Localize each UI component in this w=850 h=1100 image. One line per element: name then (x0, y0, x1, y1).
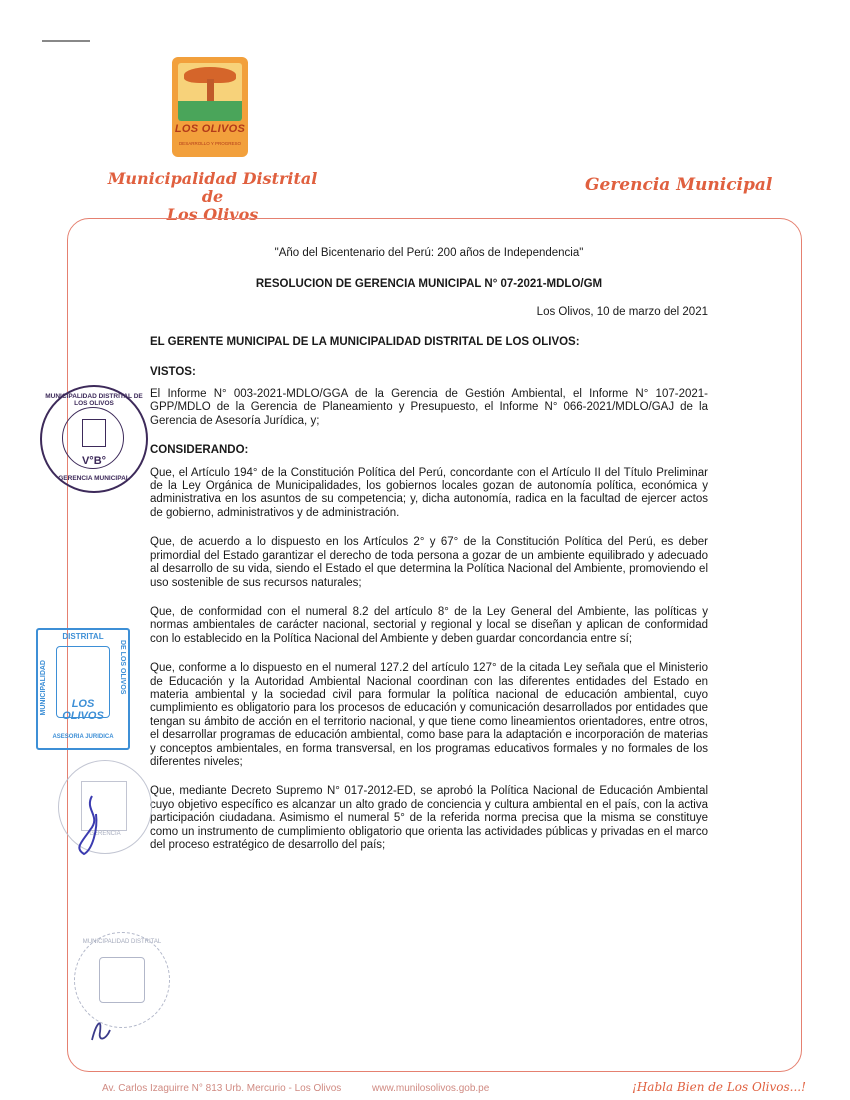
year-motto: "Año del Bicentenario del Perú: 200 años de Independencia" (274, 247, 584, 259)
considerando-paragraph: Que, el Artículo 194° de la Constitución Política del Perú, concordante con el Artículo II del Título Preliminar de la Ley Orgánica de Municipalidades, los gobiernos locales gozan de autonomía política, económica y administrativa en los asuntos de su competencia; y, dicha autonomía, radica en la facultad de ejercer actos de gobierno, administrativos y de administración. (150, 466, 708, 519)
seal-vb-mark: V°B° (81, 455, 107, 467)
stamp-right-text: DE LOS OLIVOS (119, 640, 126, 695)
vistos-heading: VISTOS: (150, 365, 196, 378)
seal-emblem (82, 419, 106, 447)
faded-seal-2-emblem (99, 957, 145, 1003)
seal-top-text: MUNICIPALIDAD DISTRITAL DE LOS OLIVOS (45, 393, 143, 407)
logo-slogan: DESARROLLO Y PROGRESO (178, 141, 242, 146)
asesoria-juridica-stamp (36, 628, 130, 750)
considerando-paragraph: Que, mediante Decreto Supremo N° 017-2012-ED, se aprobó la Política Nacional de Educación Ambiental cuyo objetivo específico es alcanzar un alto grado de conciencia y cultura ambiental en el país, con la activa participación ciudadana. Asimismo el numeral 5° de la referida norma precisa que la misma se constituye como un instrumento de cumplimiento obligatorio que orienta las actividades públicas y privadas en el marco del proceso estratégico de desarrollo del país; (150, 785, 708, 851)
document-body (150, 247, 708, 868)
stamp-bottom-text: ASESORIA JURIDICA (52, 734, 114, 740)
footer-website[interactable]: www.munilosolivos.gob.pe (372, 1083, 490, 1094)
office-name: Gerencia Municipal (585, 175, 773, 195)
municipality-logo (172, 57, 248, 157)
logo-name: LOS OLIVOS (174, 123, 246, 135)
considerando-paragraph: Que, de conformidad con el numeral 8.2 del artículo 8° de la Ley General del Ambiente, las políticas y normas ambientales de carácter nacional, sectorial y regional y local se diseñan y aplican de conformidad con lo establecido en la Política Nacional del Ambiente y deben guardar concordancia entre sí; (150, 605, 708, 645)
seal-bottom-text: GERENCIA MUNICIPAL (58, 475, 130, 482)
handwritten-signature (62, 790, 122, 860)
gerencia-municipal-seal (40, 385, 148, 493)
logo-emblem (178, 63, 242, 121)
municipality-name-line1: Municipalidad Distrital de (107, 169, 318, 206)
faded-seal-2-label: MUNICIPALIDAD DISTRITAL (82, 939, 162, 945)
considerando-paragraph: Que, conforme a lo dispuesto en el numeral 127.2 del artículo 127° de la citada Ley señala que el Ministerio de Educación y la Autoridad Ambiental Nacional coordinan con las diferentes entidades del Estado en materia ambiental y la sociedad civil para formular la política nacional de educación ambiental, cuyo cumplimiento es obligatorio para los procesos de educación y comunicación desarrollados por entidades que tengan su ámbito de acción en el territorio nacional, y que tiene como lineamientos orientadores, entre otros, el desarrollar programas de educación ambiental, como base para la adaptación e incorporación de materias y conceptos ambientales, en forma transversal, en los programas educativos formales y no formales de los diferentes niveles; (150, 662, 708, 768)
resolution-title: RESOLUCION DE GERENCIA MUNICIPAL N° 07-2021-MDLO/GM (255, 278, 603, 291)
stamp-logo-text: LOS OLIVOS (62, 698, 104, 722)
authority-heading: EL GERENTE MUNICIPAL DE LA MUNICIPALIDAD DISTRITAL DE LOS OLIVOS: (150, 336, 580, 349)
footer-address: Av. Carlos Izaguirre N° 813 Urb. Mercurio - Los Olivos (102, 1083, 342, 1094)
initials-signature (86, 1010, 116, 1046)
faded-seal-label: GERENCIA (89, 831, 121, 837)
scan-artifact (42, 40, 90, 42)
vistos-text: El Informe N° 003-2021-MDLO/GGA de la Gerencia de Gestión Ambiental, el Informe N° 107-2021-GPP/MDLO de la Gerencia de Planeamiento y Presupuesto, el Informe N° 066-2021/MDLO/GAJ de la Gerencia de Asesoría Jurídica, y; (150, 388, 708, 427)
field-shape (178, 101, 242, 121)
considerando-paragraph: Que, de acuerdo a lo dispuesto en los Artículos 2° y 67° de la Constitución Política del Perú, es deber primordial del Estado garantizar el derecho de toda persona a gozar de un ambiente equilibrado y adecuado al desarrollo de su vida, siendo el Estado el que determina la Política Nacional del Ambiente, promoviendo el uso sostenible de sus recursos naturales; (150, 536, 708, 589)
stamp-left-text: MUNICIPALIDAD (40, 660, 47, 716)
municipality-name (100, 170, 325, 224)
stamp-top-text: DISTRITAL (62, 632, 104, 641)
footer-slogan: ¡Habla Bien de Los Olivos...! (632, 1080, 806, 1094)
municipality-name-line2: Los Olivos (166, 205, 259, 224)
considerando-heading: CONSIDERANDO: (150, 444, 249, 457)
place-date: Los Olivos, 10 de marzo del 2021 (536, 305, 708, 318)
